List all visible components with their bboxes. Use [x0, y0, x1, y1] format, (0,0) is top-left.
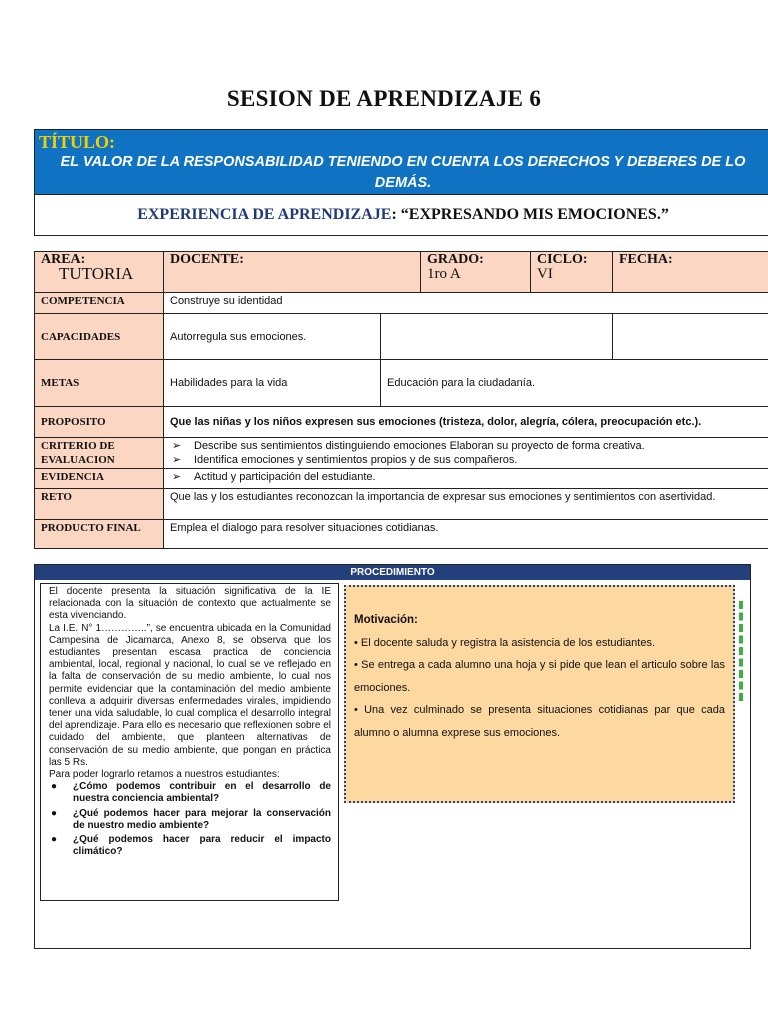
reto-row	[35, 489, 768, 520]
reto-label: RETO	[35, 489, 164, 520]
evidencia-value	[164, 469, 768, 489]
arrow-bullet-icon: ➢	[172, 454, 182, 466]
question-item: ● ¿Cómo podemos contribuir en el desarrollo de nuestra conciencia ambiental?	[51, 781, 331, 805]
reto-value: Que las y los estudiantes reconozcan la importancia de expresar sus emociones y sentimientos con asertividad.	[164, 489, 768, 520]
procedimiento-section	[34, 564, 751, 949]
proposito-row	[35, 407, 768, 438]
contexto-paragraph: La I.E. N° 1…………..”, se encuentra ubicada en la Comunidad Campesina de Jicamarca, Anexo 8, se observa que los estudiantes presentan escasa practica de conciencia ambiental, local, regional y nacional, lo cual se ve reflejado en la falta de conservación de su medio ambiente, lo cual nos permite evidenciar que la contaminación del medio ambiente conlleva a adquirir diversas enfermedades virales, impidiendo tener una vida saludable, lo cual complica el desarrollo integral del aprendizaje. Para ello es necesario que reflexionen sobre el cuidado del ambiente, que planteen alternativas de conservación de su medio ambiente, que pongan en práctica las 5 Rs.	[49, 622, 331, 768]
criterio-label: CRITERIO DE EVALUACION	[35, 438, 164, 469]
header-row	[35, 252, 768, 293]
ciclo-value: VI	[537, 266, 553, 282]
experiencia-value: : “EXPRESANDO MIS EMOCIONES.”	[391, 206, 669, 223]
experiencia-row	[35, 194, 768, 235]
competencia-value: Construye su identidad	[164, 293, 768, 314]
motivacion-box	[344, 585, 735, 803]
capacidades-empty-2	[613, 314, 768, 360]
criterio-item: ➢ Describe sus sentimientos distinguiendo emociones Elaboran su proyecto de forma creativa.	[172, 440, 645, 452]
question-list	[49, 781, 331, 858]
competencia-label: COMPETENCIA	[35, 293, 164, 314]
motivacion-item: • El docente saluda y registra la asistencia de los estudiantes.	[354, 636, 656, 649]
question-item: ● ¿Qué podemos hacer para mejorar la conservación de nuestro medio ambiente?	[51, 807, 331, 831]
fecha-cell	[613, 252, 768, 293]
titulo-label: TÍTULO:	[39, 132, 116, 152]
capacidades-label: CAPACIDADES	[35, 314, 164, 360]
producto-row	[35, 520, 768, 549]
evidencia-item: ➢ Actitud y participación del estudiante.	[172, 471, 376, 483]
ciclo-cell	[531, 252, 613, 293]
motivacion-item: • Se entrega a cada alumno una hoja y si pide que lean el articulo sobre las emociones.	[354, 659, 725, 694]
ciclo-label: CICLO:	[537, 252, 588, 267]
page-title: SESION DE APRENDIZAJE 6	[226, 86, 542, 111]
metas-label: METAS	[35, 360, 164, 407]
grado-cell	[421, 252, 531, 293]
producto-value: Emplea el dialogo para resolver situaciones cotidianas.	[164, 520, 768, 549]
titulo-text: EL VALOR DE LA RESPONSABILIDAD TENIENDO EN CUENTA LOS DERECHOS Y DEBERES DE LO DEMÁS.	[60, 154, 746, 191]
capacidades-empty-1	[381, 314, 613, 360]
metas-row	[35, 360, 768, 407]
competencia-row	[35, 293, 768, 314]
fecha-label: FECHA:	[619, 252, 673, 267]
situacion-paragraph: El docente presenta la situación significativa de la IE relacionada con la situación de contexto que actualmente se esta vivenciando.	[49, 586, 331, 622]
grado-label: GRADO:	[427, 252, 484, 267]
bullet-icon: ●	[51, 781, 58, 793]
arrow-bullet-icon: ➢	[172, 440, 182, 452]
area-value: TUTORIA	[59, 264, 134, 283]
question-item: ● ¿Qué podemos hacer para reducir el impacto climático?	[51, 834, 331, 858]
shape-border-accent	[737, 601, 743, 701]
grado-value: 1ro A	[427, 266, 461, 282]
metas-value-2: Educación para la ciudadanía.	[381, 360, 768, 407]
producto-label: PRODUCTO FINAL	[35, 520, 164, 549]
proposito-label: PROPOSITO	[35, 407, 164, 438]
motivacion-item: • Una vez culminado se presenta situaciones cotidianas par que cada alumno o alumna exprese sus emociones.	[354, 704, 725, 739]
capacidades-value: Autorregula sus emociones.	[164, 314, 381, 360]
capacidades-row	[35, 314, 768, 360]
bullet-icon: ●	[51, 834, 58, 846]
docente-cell	[164, 252, 421, 293]
situacion-significativa-box	[40, 583, 339, 901]
area-cell	[35, 252, 164, 293]
proposito-value: Que las niñas y los niños expresen sus emociones (tristeza, dolor, alegría, cólera, preocupación etc.).	[164, 407, 768, 438]
title-section	[34, 129, 768, 236]
experiencia-label: EXPERIENCIA DE APRENDIZAJE	[137, 206, 392, 223]
evidencia-label: EVIDENCIA	[35, 469, 164, 489]
title-band	[35, 130, 768, 194]
arrow-bullet-icon: ➢	[172, 471, 182, 483]
criterio-row	[35, 438, 768, 469]
area-label: AREA:	[41, 252, 86, 267]
motivacion-title: Motivación:	[354, 614, 418, 626]
procedimiento-header: PROCEDIMIENTO	[35, 565, 750, 580]
metas-value-1: Habilidades para la vida	[164, 360, 381, 407]
reto-intro: Para poder lograrlo retamos a nuestros estudiantes:	[49, 769, 280, 781]
bullet-icon: ●	[51, 807, 58, 819]
docente-label: DOCENTE:	[170, 252, 244, 267]
criterio-value	[164, 438, 768, 469]
criterio-item: ➢ Identifica emociones y sentimientos propios y de sus compañeros.	[172, 454, 518, 466]
session-info-table	[34, 251, 768, 549]
evidencia-row	[35, 469, 768, 489]
